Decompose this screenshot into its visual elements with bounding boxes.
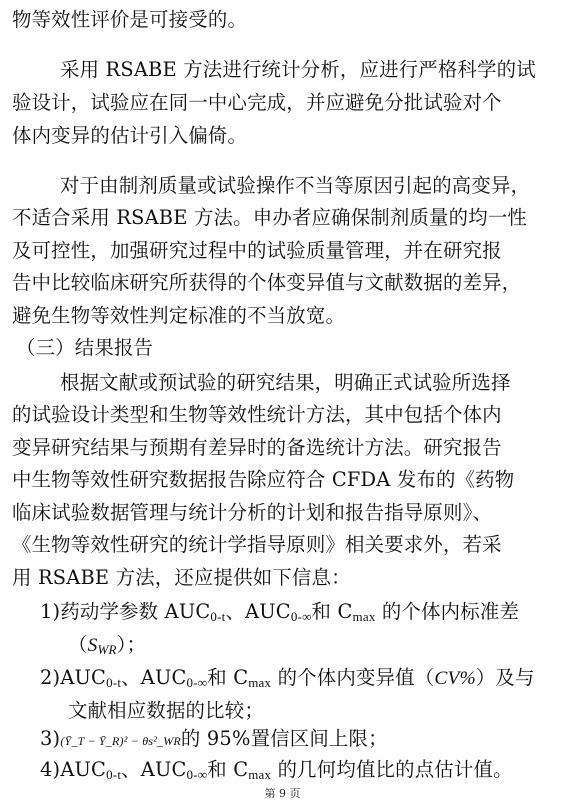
paragraph-line: 告中比较临床研究所获得的个体变异值与文献数据的差异， [12, 271, 522, 294]
paragraph-line: 不适合采用 RSABE 方法。申办者应确保制剂质量的均一性 [12, 206, 528, 229]
list-item-continuation: $(S_{WR})$； [68, 633, 147, 657]
paragraph-line: 用 RSABE 方法，还应提供如下信息： [12, 566, 351, 589]
list-number: 2) [40, 666, 61, 689]
paragraph-line: 体内变异的估计引入偏倚。 [12, 124, 248, 147]
page-footer: 第 9 页 [264, 787, 301, 800]
paragraph-line: 及可控性，加强研究过程中的试验质量管理，并在研究报 [12, 239, 502, 262]
paragraph-line: 采用 RSABE 方法进行统计分析，应进行严格科学的试 [60, 58, 536, 81]
section-heading: （三）结果报告 [16, 336, 154, 359]
paragraph-line: 《生物等效性研究的统计学指导原则》相关要求外，若采 [12, 533, 502, 556]
list-item: $4)AUC_{0-t}$、$AUC_{0-\infty}$和 $C_{max}$ 的几何均值比的点估计值。 [40, 758, 513, 782]
list-item: 3)(Ȳ_T − Ȳ_R)² − θs²_WR的 95%置信区间上限； [40, 727, 388, 750]
paragraph-line: 避免生物等效性判定标准的不当放宽。 [12, 304, 346, 327]
paragraph-line: 验设计，试验应在同一中心完成，并应避免分批试验对个 [12, 91, 502, 114]
paragraph-line: 根据文献或预试验的研究结果，明确正式试验所选择 [60, 371, 511, 394]
list-item: 1)药动学参数 $AUC_{0-t}$、$AUC_{0-\infty}$和 $C_{max}$ 的个体内标准差 [40, 600, 520, 624]
paragraph-line: 对于由制剂质量或试验操作不当等原因引起的高变异， [60, 174, 531, 197]
paragraph-line: 中生物等效性研究数据报告除应符合 CFDA 发布的《药物 [12, 468, 515, 491]
paragraph-line: 的试验设计类型和生物等效性统计方法，其中包括个体内 [12, 403, 502, 426]
paragraph-line: 变异研究结果与预期有差异时的备选统计方法。研究报告 [12, 436, 502, 459]
list-item-continuation: 文献相应数据的比较； [68, 699, 264, 722]
list-number: 1) [40, 600, 61, 623]
paragraph-line: 物等效性评价是可接受的。 [12, 8, 248, 31]
list-item: $2)AUC_{0-t}$、$AUC_{0-\infty}$和 $C_{max}$ 的个体内变异值（CV%）及与 [40, 666, 535, 690]
paragraph-line: 临床试验数据管理与统计分析的计划和报告指导原则》、 [12, 501, 493, 524]
list-number: 4) [40, 758, 61, 781]
variance-formula: (Ȳ_T − Ȳ_R)² − θs²_WR [60, 734, 181, 748]
list-number: 3) [40, 727, 61, 750]
